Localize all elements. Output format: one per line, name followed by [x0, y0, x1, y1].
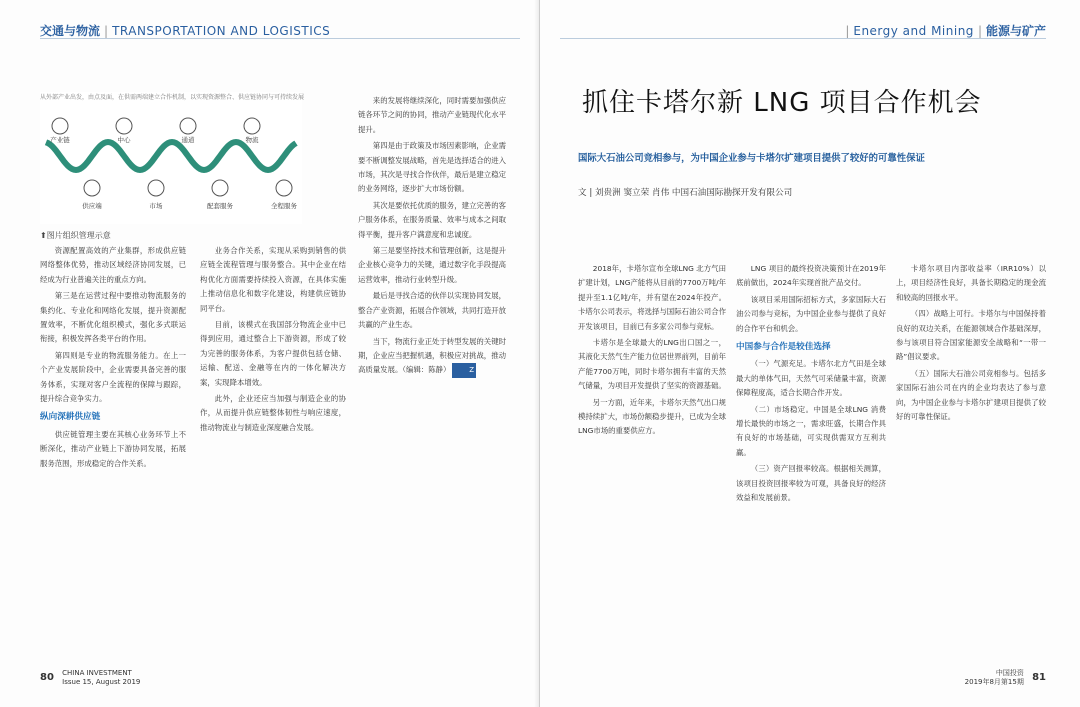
paragraph: （四）战略上可行。卡塔尔与中国保持着良好的双边关系，在能源领域合作基础深厚，参与该项目符合国家能源安全战略和“一带一路”倡议要求。 — [896, 309, 1046, 362]
section-heading: 纵向深耕供应链 — [40, 412, 101, 423]
paragraph: 目前，该模式在我国部分物流企业中已得到应用，通过整合上下游资源，形成了较为完善的服务体系，为客户提供包括仓储、运输、配送、金融等在内的一体化解决方案，实现降本增效。 — [200, 320, 346, 387]
magazine-name-cn: 中国投资 — [995, 669, 1024, 677]
magazine-name-en: CHINA INVESTMENT — [62, 669, 132, 677]
left-column-3 — [358, 94, 506, 380]
step-label: 配套服务 — [207, 202, 233, 210]
left-column-2 — [200, 244, 346, 437]
paragraph: 另一方面，近年来，卡塔尔天然气出口规模持续扩大，市场份额稳步提升，已成为全球LNG市场的重要供应方。 — [578, 397, 726, 436]
step-label: 供应端 — [82, 202, 102, 210]
paragraph: 供应链管理主要在其核心业务环节上不断深化，推动产业链上下游协同发展，拓展服务范围，形成稳定的合作关系。 — [40, 429, 186, 468]
figure-caption — [40, 230, 111, 241]
paragraph: 其次是要依托优质的服务，建立完善的客户服务体系，在服务质量、效率与成本之间取得平衡，提升客户满意度和忠诚度。 — [358, 200, 506, 239]
section-header-left: 交通与物流 | TRANSPORTATION AND LOGISTICS — [40, 24, 331, 38]
paragraph: 此外，企业还应当加强与制造企业的协作，从而提升供应链整体韧性与响应速度，推动物流业与制造业深度融合发展。 — [200, 394, 346, 432]
issue-en: Issue 15, August 2019 — [62, 678, 141, 686]
page-number-right: 81 — [1032, 672, 1046, 683]
step-label: 市场 — [149, 202, 163, 210]
issue-cn: 2019年8月第15期 — [964, 678, 1024, 686]
step-icon — [276, 180, 292, 196]
footer-left — [40, 669, 140, 687]
step-label: 产业链 — [50, 136, 70, 144]
right-column-1 — [578, 262, 726, 441]
paragraph: 业务合作关系，实现从采购到销售的供应链全流程管理与服务整合。其中企业在结构优化方面需要持续投入资源，在具体实施上推动信息化和数字化建设，构建供应链协同平台。 — [200, 246, 346, 313]
paragraph: 第四则是专业的物流服务能力。在上一个产业发展阶段中，企业需要具备完善的服务体系，实现对客户全流程的保障与跟踪，提升综合竞争实力。 — [40, 350, 186, 404]
paragraph: 第四是由于政策及市场因素影响，企业需要不断调整发展战略，首先是选择适合的进入市场，其次是寻找合作伙伴，最后是建立稳定的业务网络，逐步扩大市场份额。 — [358, 141, 506, 194]
step-icon — [148, 180, 164, 196]
paragraph-text: 当下，物流行业正处于转型发展的关键时期，企业应当把握机遇，积极应对挑战，推动高质量发展。 — [358, 336, 506, 375]
step-icon — [52, 118, 68, 134]
end-mark-icon: Z — [452, 363, 476, 377]
paragraph: LNG 项目的最终投资决策预计在2019年底前做出，2024年实现首批产品交付。 — [736, 264, 886, 288]
caption-arrow-icon: ⬆ — [40, 231, 47, 240]
section-title-cn-right: 能源与矿产 — [985, 24, 1046, 38]
step-icon — [244, 118, 260, 134]
paragraph: 卡塔尔是全球最大的LNG出口国之一，其液化天然气生产能力位居世界前列，目前年产能7700万吨，同时卡塔尔拥有丰富的天然气储量，为项目开发提供了坚实的资源基础。 — [578, 338, 726, 391]
paragraph: 2018年，卡塔尔宣布全球LNG 北方气田扩建计划，LNG产能将从目前的7700万吨/年提升至1.1亿吨/年，并有望在2024年投产。卡塔尔公司表示，将选择与国际石油公司合作开发该项目，目前已有多家公司参与竞标。 — [578, 264, 726, 331]
paragraph: （二）市场稳定。中国是全球LNG 消费增长最快的市场之一，需求旺盛，长期合作具有良好的市场基础，可实现供需双方互利共赢。 — [736, 404, 886, 457]
editor-credit: （编辑：陈静） — [402, 365, 451, 375]
step-icon — [116, 118, 132, 134]
flow-diagram — [40, 104, 302, 224]
paragraph: 第三是要坚持技术和管理创新，这是提升企业核心竞争力的关键，通过数字化手段提高运营效率，推动行业转型升级。 — [358, 246, 506, 284]
header-rule — [40, 38, 520, 39]
paragraph: （三）资产回报率较高。根据相关测算，该项目投资回报率较为可观，具备良好的经济效益和发展前景。 — [736, 464, 886, 503]
section-title-cn: 交通与物流 — [40, 24, 101, 38]
paragraph — [358, 335, 506, 378]
step-icon — [212, 180, 228, 196]
figure — [40, 92, 305, 224]
step-label: 中心 — [117, 136, 131, 144]
paragraph: 最后是寻找合适的伙伴以实现协同发展，整合产业资源，拓展合作领域，共同打造开放共赢的产业生态。 — [358, 291, 506, 330]
paragraph: 该项目采用国际招标方式，多家国际大石油公司参与竞标，为中国企业参与提供了良好的合作平台和机会。 — [736, 294, 886, 333]
step-label: 全程服务 — [271, 202, 297, 210]
left-column-1 — [40, 244, 186, 473]
paragraph: 来的发展将继续深化，同时需要加强供应链各环节之间的协同，推动产业链现代化水平提升。 — [358, 96, 506, 134]
section-title-en: TRANSPORTATION AND LOGISTICS — [112, 24, 331, 38]
paragraph: （一）气源充足。卡塔尔北方气田是全球最大的单体气田，天然气可采储量丰富，资源保障程度高，适合长期合作开发。 — [736, 359, 886, 398]
right-column-3 — [896, 262, 1046, 426]
header-rule-right — [560, 38, 1046, 39]
article-title: 抓住卡塔尔新 LNG 项目合作机会 — [582, 88, 982, 118]
paragraph: 资源配置高效的产业集群，形成供应链网络整体优势，推动区域经济协同发展，已经成为行业普遍关注的重点方向。 — [40, 246, 186, 284]
step-icon — [84, 180, 100, 196]
paragraph: 第三是在运营过程中要推动物流服务的集约化、专业化和网络化发展，提升资源配置效率，不断优化组织模式，强化多式联运衔接，积极发挥各类平台的作用。 — [40, 291, 186, 344]
footer-right — [965, 669, 1046, 687]
section-header-right: | Energy and Mining | 能源与矿产 — [845, 24, 1046, 38]
article-authors: 文 | 刘贵洲 窦立荣 肖伟 中国石油国际勘探开发有限公司 — [578, 188, 793, 198]
wave-line — [46, 142, 296, 170]
page-number-left: 80 — [40, 672, 54, 683]
step-label: 物流 — [245, 136, 259, 144]
step-label: 通道 — [181, 136, 195, 144]
paragraph: 卡塔尔项目内部收益率（IRR10%）以上，项目经济性良好，具备长期稳定的现金流和较高的回报水平。 — [896, 264, 1046, 302]
article-subtitle: 国际大石油公司竞相参与，为中国企业参与卡塔尔扩建项目提供了较好的可靠性保证 — [578, 153, 925, 164]
figure-caption-text: 图片组织管理示意 — [46, 231, 111, 240]
step-icon — [180, 118, 196, 134]
figure-heading: 从外部产业出发，由点及面，在供需两端建立合作机制，以实现资源整合、供应链协同与可持续发展 — [40, 94, 305, 101]
paragraph: （五）国际大石油公司竞相参与。包括多家国际石油公司在内的企业均表达了参与意向，为中国企业参与卡塔尔扩建项目提供了较好的可靠性保证。 — [896, 368, 1046, 422]
section-heading: 中国参与合作是较佳选择 — [736, 342, 831, 353]
section-title-en-right: Energy and Mining — [853, 24, 974, 38]
right-column-2 — [736, 262, 886, 508]
